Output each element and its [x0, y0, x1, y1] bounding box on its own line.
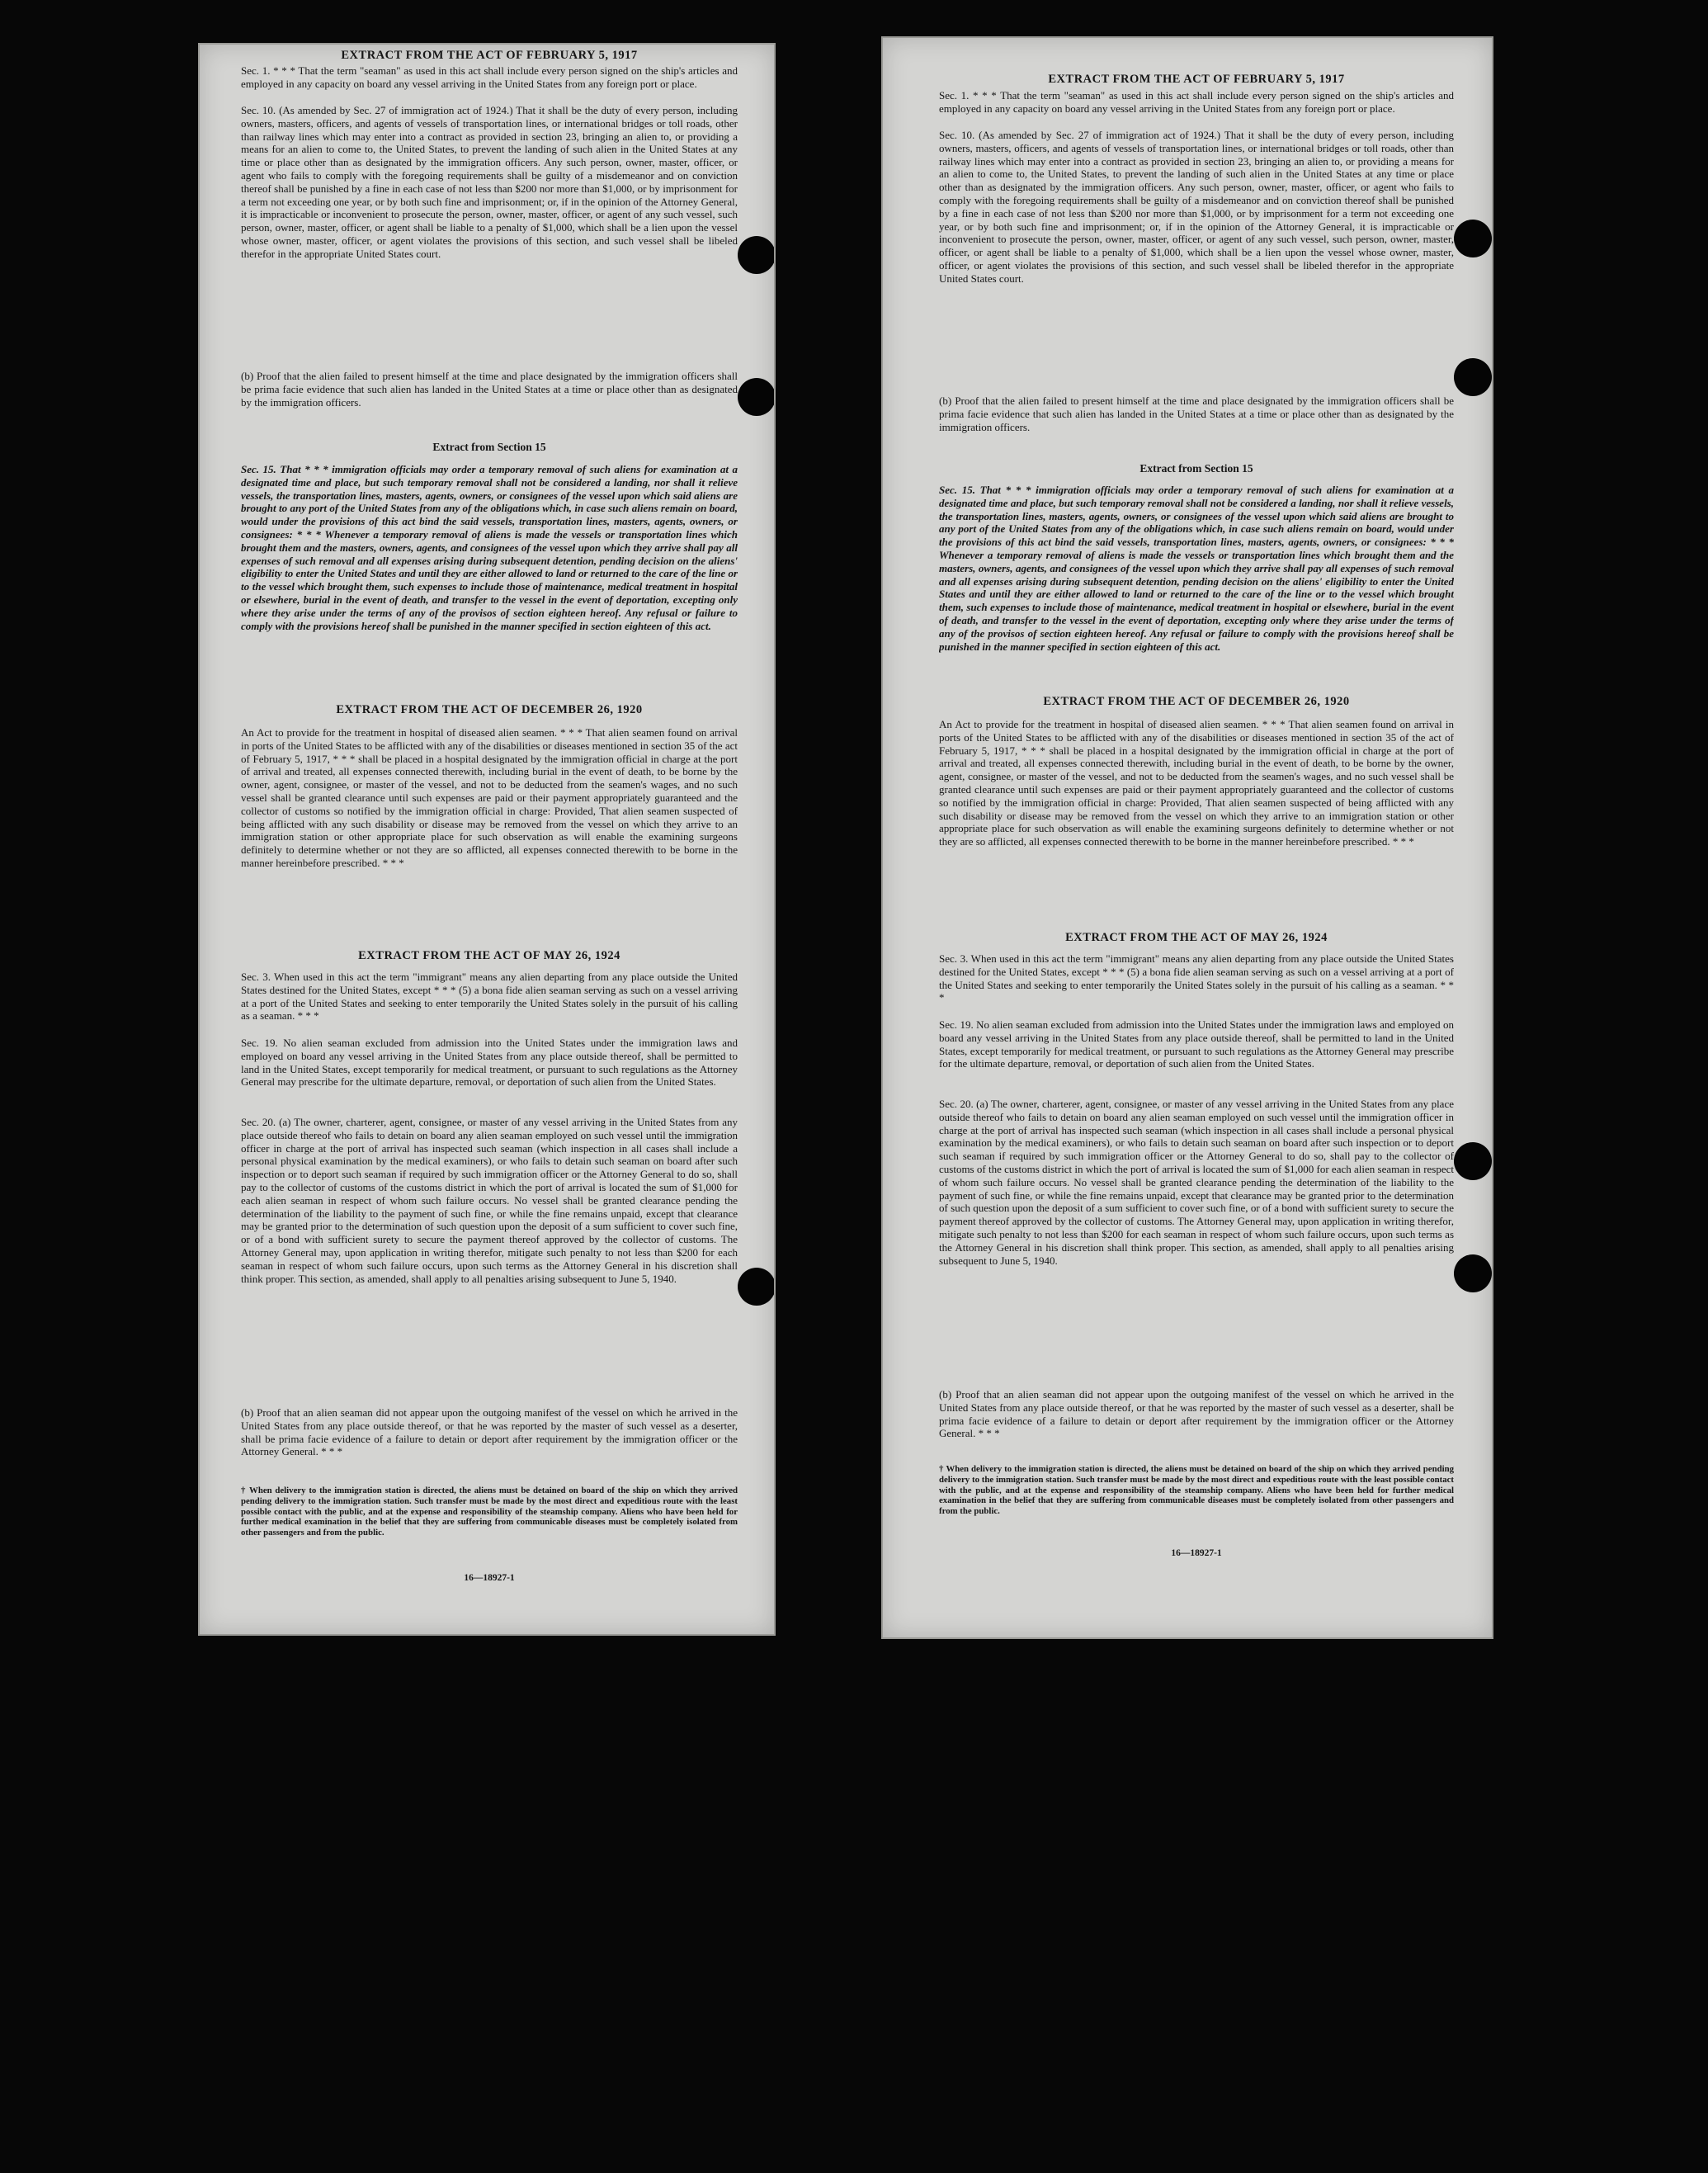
subheading-section-15: Extract from Section 15 — [1139, 462, 1253, 475]
footnote: † When delivery to the immigration station is directed, the aliens must be detained on board of the ship on which they arrived pending delivery to the immigration station. Such transfer must be made by the most direct and expeditious route with the least possible contact with the public, and at the expense and responsibility of the steamship company. Aliens who have been held for further medical examination in the belief that they are suffering from communicable diseases must be completely isolated from other passengers and from the public. — [241, 1486, 738, 1538]
section-20b-text: (b) Proof that an alien seaman did not appear upon the outgoing manifest of the vessel on which he arrived in the United States from any place outside thereof, or that he was reported by the master of such vessel as a deserter, shall be prima facie evidence of a failure to detain or deport after requirement by the immigration officer or the Attorney General. * * * — [241, 1406, 738, 1458]
heading-act-may-1924: EXTRACT FROM THE ACT OF MAY 26, 1924 — [358, 949, 620, 962]
form-number: 16—18927-1 — [464, 1573, 515, 1583]
punch-hole — [738, 1268, 776, 1306]
section-19-text: Sec. 19. No alien seaman excluded from admission into the United States under the immigration laws and employed on board any vessel arriving in the United States from any place outside thereof, shall be permitted to land in the United States, except temporarily for medical treatment, or pursuant to such regulations as the Attorney General may prescribe for the ultimate departure, removal, or deportation of such alien from the United States. — [241, 1037, 738, 1089]
section-15-text: Sec. 15. That * * * immigration officials may order a temporary removal of such aliens for examination at a designated time and place, but such temporary removal shall not be considered a landing, nor shall it relieve vessels, the transportation lines, masters, agents, owners, or consignees of the vessel upon which said aliens are brought to any port of the United States from any of the obligations which, in case such aliens remain on board, would under the provisions of this act bind the said vessels, transportation lines, masters, agents, owners, or consignees: * * * Whenever a temporary removal of aliens is made the vessels or transportation lines which brought them and the masters, owners, agents, and consignees of the vessel upon which they arrive shall pay all expenses of such removal and all expenses arising during subsequent detention, pending decision on the aliens' eligibility to enter the United States and until they are either allowed to land or returned to the care of the line or to the vessel which brought them, such expenses to include those of maintenance, medical treatment in hospital or elsewhere, burial in the event of death, and transfer to the vessel in the event of deportation, excepting only where they arise under the terms of any of the provisos of section eighteen hereof. Any refusal or failure to comply with the provisions hereof shall be punished in the manner specified in section eighteen of this act. — [241, 463, 738, 632]
punch-hole — [738, 236, 776, 274]
punch-hole — [1454, 1142, 1492, 1180]
act-1920-text: An Act to provide for the treatment in hospital of diseased alien seamen. * * * That alien seamen found on arrival in ports of the United States to be afflicted with any of the disabilities or diseases mentioned in section 35 of the act of February 5, 1917, * * * shall be placed in a hospital designated by the immigration official in charge at the port of arrival and treated, all expenses connected therewith, including burial in the event of death, to be borne by the owner, agent, consignee, or master of the vessel, and not to be deducted from the seamen's wages, and no such vessel shall be granted clearance until such expenses are paid or their payment appropriately guaranteed and the collector of customs so notified by the immigration official in charge: Provided, That alien seamen suspected of being afflicted with any such disability or disease may be removed from the vessel on which they arrive to an immigration station or other appropriate place for such observation as will enable the examining surgeons definitely to determine whether or not they are so afflicted, all expenses connected therewith to be borne in the manner hereinbefore prescribed. * * * — [939, 718, 1454, 848]
heading-act-dec-1920: EXTRACT FROM THE ACT OF DECEMBER 26, 1920 — [1043, 695, 1350, 708]
section-10-text: Sec. 10. (As amended by Sec. 27 of immigration act of 1924.) That it shall be the duty of every person, including owners, masters, officers, and agents of vessels of transportation lines, or international bridges or toll roads, other than railway lines which may enter into a contract as provided in section 23, bringing an alien to, or providing a means for an alien to come to, the United States, to prevent the landing of such alien in the United States at any time or place other than as designated by the immigration officers. Any such person, owner, master, officer, or agent who fails to comply with the foregoing requirements shall be guilty of a misdemeanor and on conviction thereof shall be punished by a fine in each case of not less than $200 nor more than $1,000, or by imprisonment for a term not exceeding one year, or by both such fine and imprisonment; or, if in the opinion of the Attorney General, it is impracticable or inconvenient to prosecute the person, owner, master, officer, or agent of any such vessel, such person, owner, master, officer, or agent shall be liable to a penalty of $1,000, which shall be a lien upon the vessel whose owner, master, officer, or agent violates the provisions of this section, and such vessel shall be libeled therefor in the appropriate United States court. — [241, 104, 738, 260]
section-20a-text: Sec. 20. (a) The owner, charterer, agent, consignee, or master of any vessel arriving in the United States from any place outside thereof who fails to detain on board any alien seaman employed on such vessel until the immigration officer in charge at the port of arrival has inspected such seaman (which inspection in all cases shall include a personal physical examination by the medical examiners), or who fails to detain such seaman on board after such inspection or to deport such seaman if required by such immigration officer or the Attorney General to do so, shall pay to the collector of customs of the customs district in which the port of arrival is located the sum of $1,000 for each alien seaman in respect of whom such failure occurs. No vessel shall be granted clearance pending the determination of the liability to the payment of such fine, or while the fine remains unpaid, except that clearance may be granted prior to the determination of such question upon the deposit of a sum sufficient to cover such fine, or of a bond with sufficient surety to secure the payment thereof approved by the collector of customs. The Attorney General may, upon application in writing therefor, mitigate such penalty to not less than $200 for each seaman in respect of whom such failure occurs, upon such terms as the Attorney General in his discretion shall think proper. This section, as amended, shall apply to all penalties arising subsequent to June 5, 1940. — [241, 1116, 738, 1285]
document-page-left — [198, 43, 776, 1636]
punch-hole — [1454, 1254, 1492, 1292]
subheading-section-15: Extract from Section 15 — [432, 441, 546, 453]
act-1920-text: An Act to provide for the treatment in hospital of diseased alien seamen. * * * That alien seamen found on arrival in ports of the United States to be afflicted with any of the disabilities or diseases mentioned in section 35 of the act of February 5, 1917, * * * shall be placed in a hospital designated by the immigration official in charge at the port of arrival and treated, all expenses connected therewith, including burial in the event of death, to be borne by the owner, agent, consignee, or master of the vessel, and not to be deducted from the seamen's wages, and no such vessel shall be granted clearance until such expenses are paid or their payment appropriately guaranteed and the collector of customs so notified by the immigration official in charge: Provided, That alien seamen suspected of being afflicted with any such disability or disease may be removed from the vessel on which they arrive to an immigration station or other appropriate place for such observation as will enable the examining surgeons definitely to determine whether or not they are so afflicted, all expenses connected therewith to be borne in the manner hereinbefore prescribed. * * * — [241, 726, 738, 869]
heading-act-feb-1917: EXTRACT FROM THE ACT OF FEBRUARY 5, 1917 — [341, 49, 638, 62]
punch-hole — [738, 378, 776, 416]
form-number: 16—18927-1 — [1171, 1548, 1222, 1558]
footnote: † When delivery to the immigration station is directed, the aliens must be detained on board of the ship on which they arrived pending delivery to the immigration station. Such transfer must be made by the most direct and expeditious route with the least possible contact with the public, and at the expense and responsibility of the steamship company. Aliens who have been held for further medical examination in the belief that they are suffering from communicable diseases must be completely isolated from other passengers and from the public. — [939, 1464, 1454, 1517]
section-10b-text: (b) Proof that the alien failed to present himself at the time and place designated by the immigration officers shall be prima facie evidence that such alien has landed in the United States at a time or place other than as designated by the immigration officers. — [939, 394, 1454, 433]
heading-act-may-1924: EXTRACT FROM THE ACT OF MAY 26, 1924 — [1065, 931, 1328, 944]
section-15-text: Sec. 15. That * * * immigration officials may order a temporary removal of such aliens for examination at a designated time and place, but such temporary removal shall not be considered a landing, nor shall it relieve vessels, the transportation lines, masters, agents, owners, or consignees of the vessel upon which said aliens are brought to any port of the United States from any of the obligations which, in case such aliens remain on board, would under the provisions of this act bind the said vessels, transportation lines, masters, agents, owners, or consignees: * * * Whenever a temporary removal of aliens is made the vessels or transportation lines which brought them and the masters, owners, agents, and consignees of the vessel upon which they arrive shall pay all expenses of such removal and all expenses arising during subsequent detention, pending decision on the aliens' eligibility to enter the United States and until they are either allowed to land or returned to the care of the line or to the vessel which brought them, such expenses to include those of maintenance, medical treatment in hospital or elsewhere, burial in the event of death, and transfer to the vessel in the event of deportation, excepting only where they arise under the terms of any of the provisos of section eighteen hereof. Any refusal or failure to comply with the provisions hereof shall be punished in the manner specified in section eighteen of this act. — [939, 484, 1454, 653]
section-1-text: Sec. 1. * * * That the term "seaman" as used in this act shall include every person signed on the ship's articles and employed in any capacity on board any vessel arriving in the United States from any foreign port or place. — [241, 64, 738, 90]
section-20b-text: (b) Proof that an alien seaman did not appear upon the outgoing manifest of the vessel on which he arrived in the United States from any place outside thereof, or that he was reported by the master of such vessel as a deserter, shall be prima facie evidence of a failure to detain or deport after requirement by the immigration officer or the Attorney General. * * * — [939, 1388, 1454, 1440]
document-page-right — [881, 36, 1493, 1639]
section-10-text: Sec. 10. (As amended by Sec. 27 of immigration act of 1924.) That it shall be the duty of every person, including owners, masters, officers, and agents of vessels of transportation lines, or international bridges or toll roads, other than railway lines which may enter into a contract as provided in section 23, bringing an alien to, or providing a means for an alien to come to, the United States, to prevent the landing of such alien in the United States at any time or place other than as designated by the immigration officers. Any such person, owner, master, officer, or agent who fails to comply with the foregoing requirements shall be guilty of a misdemeanor and on conviction thereof shall be punished by a fine in each case of not less than $200 nor more than $1,000, or by imprisonment for a term not exceeding one year, or by both such fine and imprisonment; or, if in the opinion of the Attorney General, it is impracticable or inconvenient to prosecute the person, owner, master, officer, or agent of any such vessel, such person, owner, master, officer, or agent shall be liable to a penalty of $1,000, which shall be a lien upon the vessel whose owner, master, officer, or agent violates the provisions of this section, and such vessel shall be libeled therefor in the appropriate United States court. — [939, 129, 1454, 285]
heading-act-feb-1917: EXTRACT FROM THE ACT OF FEBRUARY 5, 1917 — [1048, 73, 1345, 86]
section-3-text: Sec. 3. When used in this act the term "immigrant" means any alien departing from any place outside the United States destined for the United States, except * * * (5) a bona fide alien seaman serving as such on a vessel arriving at a port of the United States and seeking to enter temporarily the United States solely in the pursuit of his calling as a seaman. * * * — [939, 952, 1454, 1004]
heading-act-dec-1920: EXTRACT FROM THE ACT OF DECEMBER 26, 1920 — [336, 703, 643, 716]
punch-hole — [1454, 220, 1492, 257]
section-10b-text: (b) Proof that the alien failed to present himself at the time and place designated by the immigration officers shall be prima facie evidence that such alien has landed in the United States at a time or place other than as designated by the immigration officers. — [241, 370, 738, 409]
section-20a-text: Sec. 20. (a) The owner, charterer, agent, consignee, or master of any vessel arriving in the United States from any place outside thereof who fails to detain on board any alien seaman employed on such vessel until the immigration officer in charge at the port of arrival has inspected such seaman (which inspection in all cases shall include a personal physical examination by the medical examiners), or who fails to detain such seaman on board after such inspection or to deport such seaman if required by such immigration officer or the Attorney General to do so, shall pay to the collector of customs of the customs district in which the port of arrival is located the sum of $1,000 for each alien seaman in respect of whom such failure occurs. No vessel shall be granted clearance pending the determination of the liability to the payment of such fine, or while the fine remains unpaid, except that clearance may be granted prior to the determination of such question upon the deposit of a sum sufficient to cover such fine, or of a bond with sufficient surety to secure the payment thereof approved by the collector of customs. The Attorney General may, upon application in writing therefor, mitigate such penalty to not less than $200 for each seaman in respect of whom such failure occurs, upon such terms as the Attorney General in his discretion shall think proper. This section, as amended, shall apply to all penalties arising subsequent to June 5, 1940. — [939, 1098, 1454, 1267]
punch-hole — [1454, 358, 1492, 396]
section-1-text: Sec. 1. * * * That the term "seaman" as used in this act shall include every person signed on the ship's articles and employed in any capacity on board any vessel arriving in the United States from any foreign port or place. — [939, 89, 1454, 115]
section-3-text: Sec. 3. When used in this act the term "immigrant" means any alien departing from any place outside the United States destined for the United States, except * * * (5) a bona fide alien seaman serving as such on a vessel arriving at a port of the United States and seeking to enter temporarily the United States solely in the pursuit of his calling as a seaman. * * * — [241, 971, 738, 1023]
section-19-text: Sec. 19. No alien seaman excluded from admission into the United States under the immigration laws and employed on board any vessel arriving in the United States from any place outside thereof, shall be permitted to land in the United States, except temporarily for medical treatment, or pursuant to such regulations as the Attorney General may prescribe for the ultimate departure, removal, or deportation of such alien from the United States. — [939, 1018, 1454, 1070]
